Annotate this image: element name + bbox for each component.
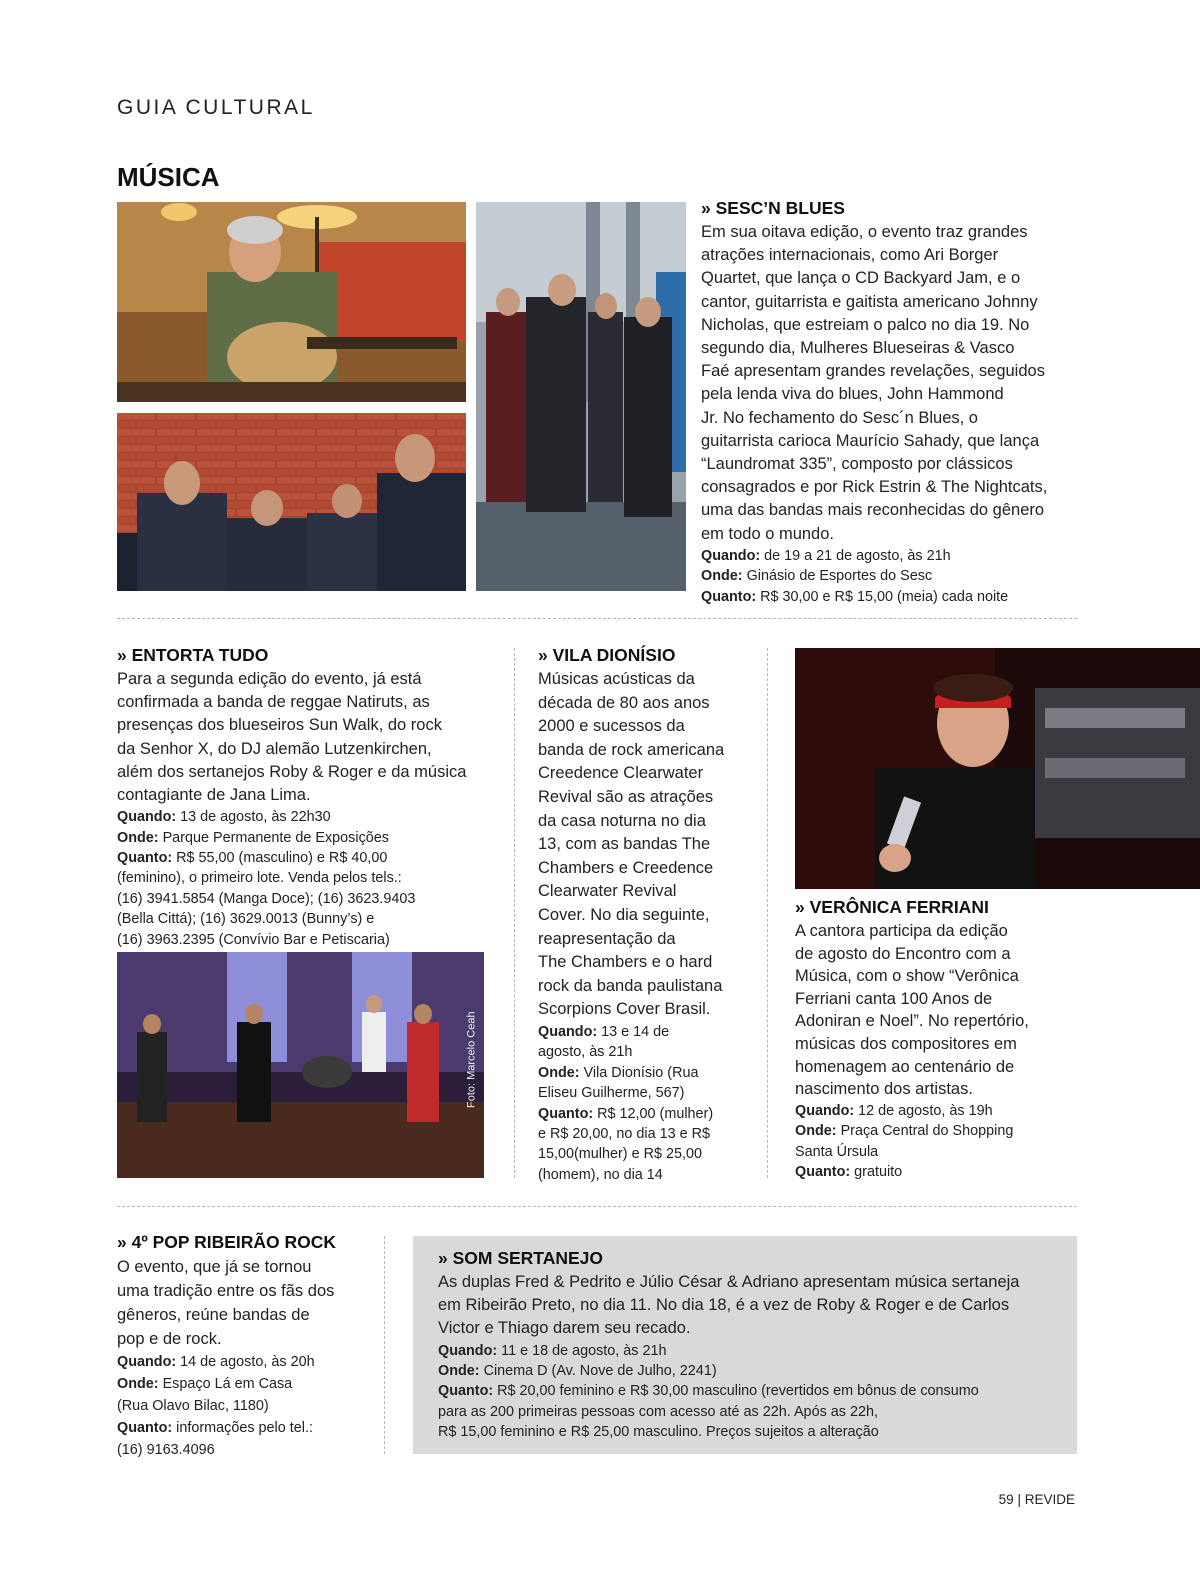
divider <box>514 648 515 1178</box>
photo-band-standing <box>476 202 686 591</box>
footer-separator: | <box>1017 1492 1021 1507</box>
article-pop-ribeirao-rock <box>117 1232 377 1461</box>
event-info: Quando: de 19 a 21 de agosto, às 21h Onde: Ginásio de Esportes do Sesc Quanto: R$ 30,00 e R$ 15,00 (meia) cada noite <box>701 547 1009 605</box>
photo-guitarist <box>117 202 466 402</box>
article-body: Para a segunda edição do evento, já está confirmada a banda de reggae Natiruts, as presenças dos blueseiros Sun Walk, do rock da Senhor X, do DJ alemão Lutzenkirchen, além dos sertanejos Roby & Roger e da música contagiante de Jana Lima. <box>117 670 467 805</box>
article-title: » SESC’N BLUES <box>701 198 845 218</box>
divider <box>384 1236 385 1454</box>
article-body: As duplas Fred & Pedrito e Júlio César & Adriano apresentam música sertaneja em Ribeirão Preto, no dia 11. No dia 18, é a vez de Roby & Roger e de Carlos Victor e Thiago darem seu recado. <box>438 1273 1020 1338</box>
article-title: » VERÔNICA FERRIANI <box>795 897 989 917</box>
article-entorta-tudo <box>117 645 497 950</box>
photo-band-stage <box>117 952 484 1178</box>
magazine-name: REVIDE <box>1024 1492 1075 1507</box>
article-som-sertanejo <box>438 1248 1068 1443</box>
article-body: O evento, que já se tornou uma tradição entre os fãs dos gêneros, reúne bandas de pop e de rock. <box>117 1258 335 1348</box>
section-title: MÚSICA <box>117 162 220 192</box>
event-info: Quando: 13 de agosto, às 22h30 Onde: Parque Permanente de Exposições Quanto: R$ 55,00 (masculino) e R$ 40,00 (feminino), o primeiro lote. Venda pelos tels.: (16) 3941.5854 (Manga Doce); (16) 3623.9403 (Bella Cittá); (16) 3629.0013 (Bunny’s) e (16) 3963.2395 (Convívio Bar e Petiscaria) <box>117 809 416 948</box>
photo-singer <box>795 648 1200 889</box>
article-title: » VILA DIONÍSIO <box>538 645 676 665</box>
event-info: Quando: 12 de agosto, às 19h Onde: Praça Central do Shopping Santa Úrsula Quanto: gratuito <box>795 1102 1014 1180</box>
photo-band-sofa <box>117 413 466 591</box>
page-number: 59 <box>998 1492 1014 1507</box>
page-footer <box>999 1492 1075 1507</box>
article-sescn-blues <box>701 198 1081 607</box>
divider <box>117 618 1077 619</box>
article-body: Músicas acústicas da década de 80 aos anos 2000 e sucessos da banda de rock americana Creedence Clearwater Revival são as atrações da casa noturna no dia 13, com as bandas The Chambers e Creedence Clearwater Revival Cover. No dia seguinte, reapresentação da The Chambers e o hard rock da banda paulistana Scorpions Cover Brasil. <box>538 670 725 1019</box>
divider <box>117 1206 1077 1207</box>
photo-credit: Foto: Marcelo Ceah <box>466 1011 478 1108</box>
event-info: Quando: 14 de agosto, às 20h Onde: Espaço Lá em Casa (Rua Olavo Bilac, 1180) Quanto: informações pelo tel.: (16) 9163.4096 <box>117 1354 315 1458</box>
article-body: Em sua oitava edição, o evento traz grandes atrações internacionais, como Ari Borger Quartet, que lança o CD Backyard Jam, e o cantor, guitarrista e gaitista americano Johnny Nicholas, que estreiam o palco no dia 19. No segundo dia, Mulheres Blueseiras & Vasco Faé apresentam grandes revelações, seguidos pela lenda viva do blues, John Hammond Jr. No fechamento do Sesc´n Blues, o guitarrista carioca Maurício Sahady, que lança “Laundromat 335”, composto por clássicos consagrados e por Rick Estrin & The Nightcats, uma das bandas mais reconhecidas do gênero em todo o mundo. <box>701 223 1048 543</box>
event-info: Quando: 11 e 18 de agosto, às 21h Onde: Cinema D (Av. Nove de Julho, 2241) Quanto: R$ 20,00 feminino e R$ 30,00 masculino (revertidos em bônus de consumo para as 200 primeiras pessoas com acesso até as 22h. Após as 22h, R$ 15,00 feminino e R$ 25,00 masculino. Preços sujeitos a alteração <box>438 1342 979 1441</box>
article-title: » SOM SERTANEJO <box>438 1248 603 1268</box>
divider <box>767 648 768 1178</box>
article-title: » ENTORTA TUDO <box>117 645 269 665</box>
article-title: » 4º POP RIBEIRÃO ROCK <box>117 1232 337 1252</box>
article-body: A cantora participa da edição de agosto do Encontro com a Música, com o show “Verônica Ferriani canta 100 Anos de Adoniran e Noel”. No repertório, músicas dos compositores em homenagem ao centenário de nascimento dos artistas. <box>795 922 1029 1099</box>
article-vila-dionisio <box>538 645 753 1185</box>
article-veronica-ferriani <box>795 897 1085 1182</box>
section-kicker: GUIA CULTURAL <box>117 96 315 119</box>
event-info: Quando: 13 e 14 de agosto, às 21h Onde: Vila Dionísio (Rua Eliseu Guilherme, 567) Quanto: R$ 12,00 (mulher) e R$ 20,00, no dia 13 e R$ 15,00(mulher) e R$ 25,00 (homem), no dia 14 <box>538 1023 714 1183</box>
